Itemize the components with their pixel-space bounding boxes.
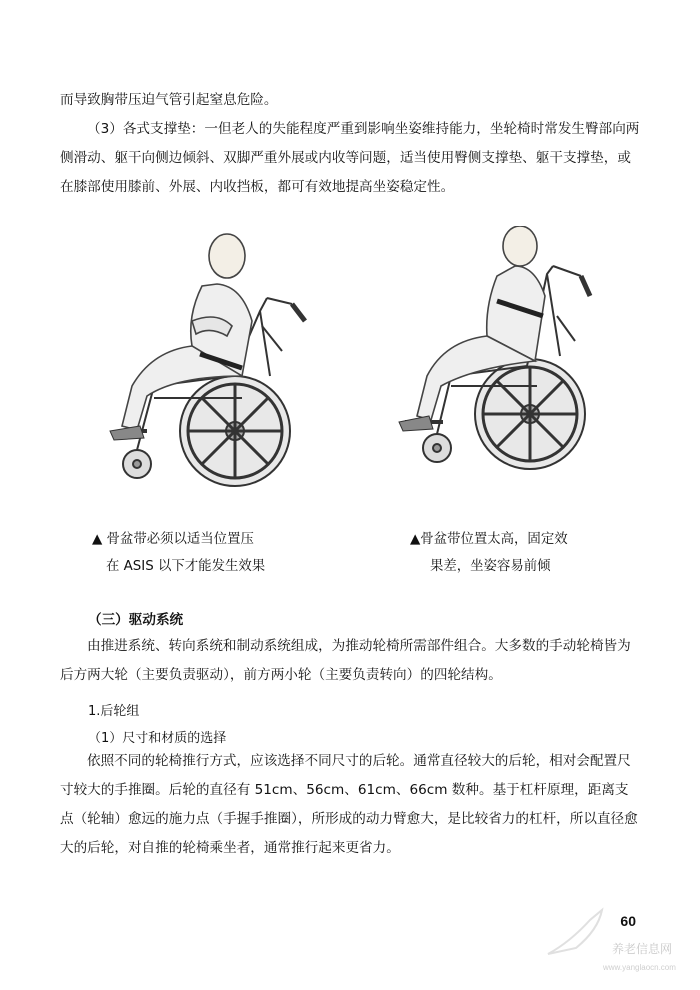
caption-left-line-1: ▲ 骨盆带必须以适当位置压 [92,532,254,547]
page-number: 60 [620,913,636,929]
wheelchair-illustration-belt-too-high [385,226,615,491]
paragraph-rear-wheel-size: 依照不同的轮椅推行方式，应该选择不同尺寸的后轮。通常直径较大的后轮，相对会配置尺寸较大的手推圈。后轮的直径有 51cm、56cm、61cm、66cm 数种。基于杠杆原理，距离支点（轮轴）愈远的施力点（手握手推圈），所形成的动力臂愈大，是比较省力的杠杆，所以直径愈大的后轮，对自推的轮椅乘坐者，通常推行起来更省力。 [60,753,638,856]
paragraph-support-pads: （3）各式支撑垫：一但老人的失能程度严重到影响坐姿维持能力，坐轮椅时常发生臀部向两侧滑动、躯干向侧边倾斜、双脚严重外展或内收等问题，适当使用臀侧支撑垫、躯干支撑垫，或在膝部使用膝前、外展、内收挡板，都可有效地提高坐姿稳定性。 [60,121,640,195]
figure-caption-left [92,526,265,580]
figure-caption-right [410,526,568,580]
watermark-logo-icon [540,902,620,962]
paragraph-continuation: 而导致胸带压迫气管引起窒息危险。 [60,92,278,108]
wheelchair-illustration-correct-belt [92,226,322,491]
caption-left-line-2: 在 ASIS 以下才能发生效果 [106,559,266,574]
caption-right-line-2: 果差，坐姿容易前倾 [430,559,551,574]
section-heading: （三）驱动系统 [88,612,184,628]
subheading-size-material: （1）尺寸和材质的选择 [88,731,227,746]
caption-right-line-1: ▲骨盆带位置太高，固定效 [410,532,568,547]
watermark-title: 养老信息网 [612,942,673,956]
watermark-url: www.yanglaocn.com [603,963,676,972]
paragraph-drive-system: 由推进系统、转向系统和制动系统组成，为推动轮椅所需部件组合。大多数的手动轮椅皆为后方两大轮（主要负责驱动），前方两小轮（主要负责转向）的四轮结构。 [60,638,631,683]
subheading-rear-wheel: 1.后轮组 [88,704,140,719]
